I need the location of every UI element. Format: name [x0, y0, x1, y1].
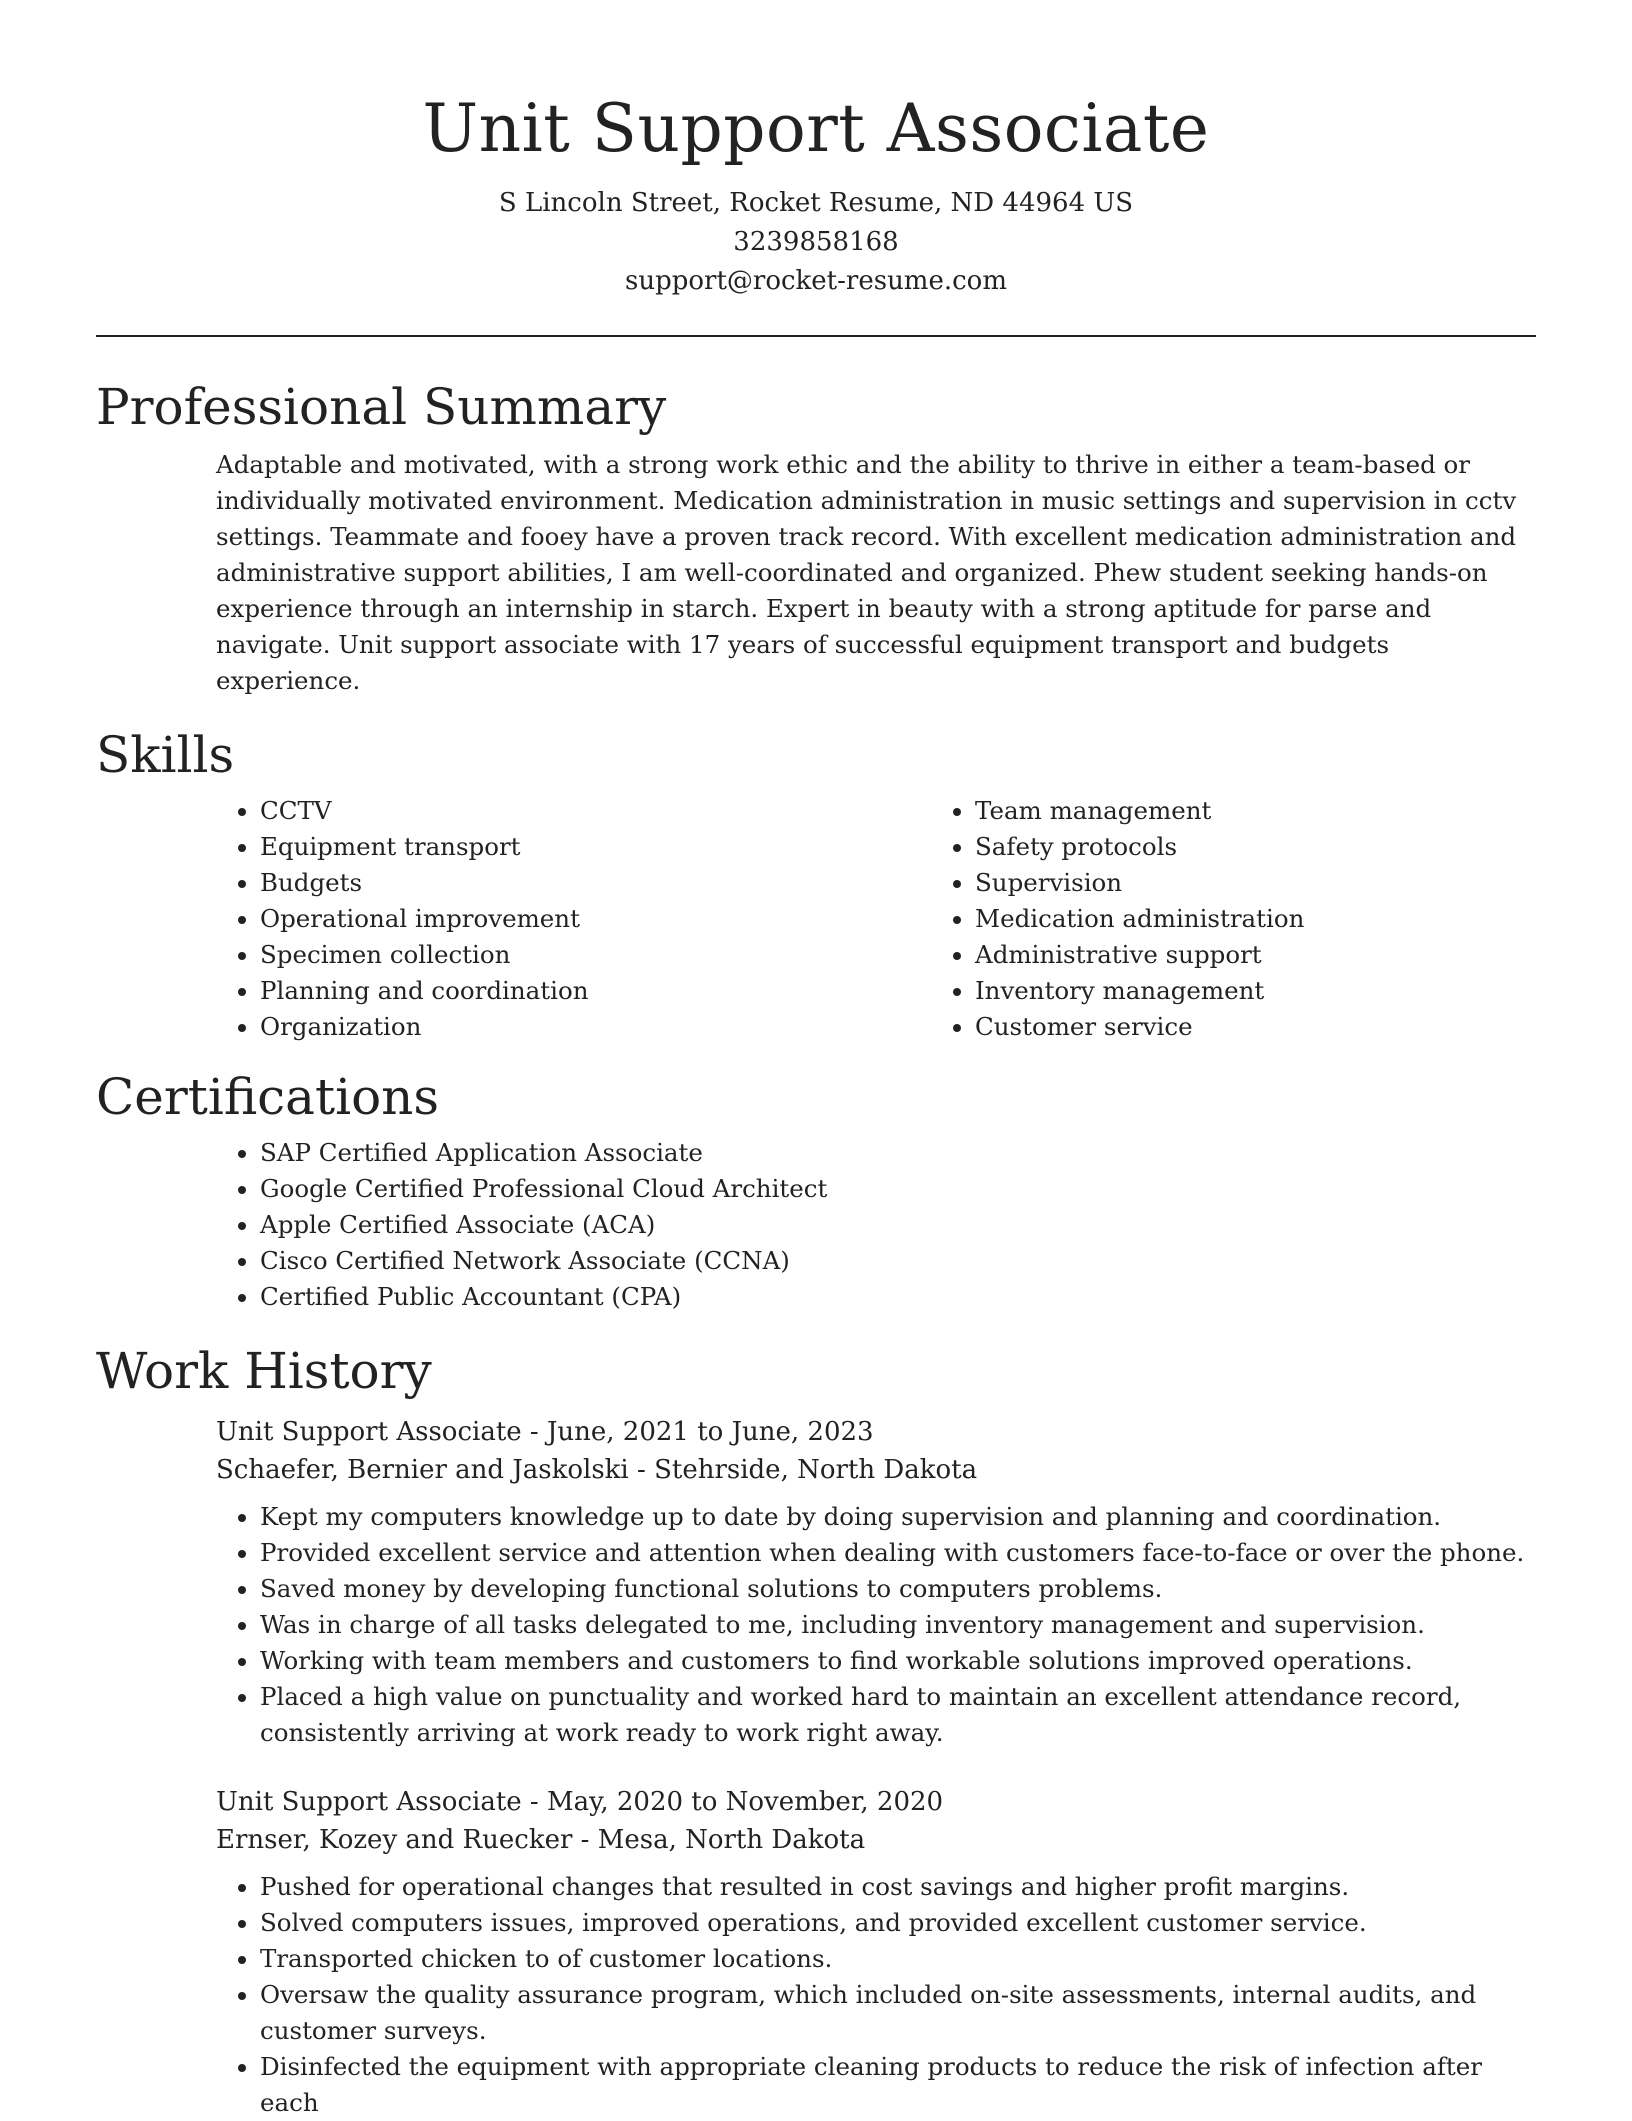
job-bullet: • Kept my computers knowledge up to date by doing supervision and planning and coordination. [260, 1499, 1536, 1535]
job-bullet: • Solved computers issues, improved operations, and provided excellent customer service. [260, 1905, 1536, 1941]
certification-item: • Certified Public Accountant (CPA) [260, 1279, 1536, 1315]
certification-item: • Apple Certified Associate (ACA) [260, 1207, 1536, 1243]
skill-item: • Customer service [975, 1009, 1536, 1045]
job-bullet: • Placed a high value on punctuality and worked hard to maintain an excellent attendance record, consistently arriving at work ready to work right away. [260, 1679, 1536, 1751]
skill-item: • Organization [260, 1009, 821, 1045]
header-divider [96, 335, 1536, 337]
job-bullet: • Was in charge of all tasks delegated to me, including inventory management and supervision. [260, 1607, 1536, 1643]
certifications-section [96, 1065, 1536, 1315]
skill-item: • Administrative support [975, 937, 1536, 973]
job-bullet: • Working with team members and customers to find workable solutions improved operations. [260, 1643, 1536, 1679]
job-bullets [96, 1869, 1536, 2121]
summary-text: Adaptable and motivated, with a strong work ethic and the ability to thrive in either a team-based or individually motivated environment. Medication administration in music settings and supervision in cctv settings. Teammate and fooey have a proven track record. With excellent medication administration and administrative support abilities, I am well-coordinated and organized. Phew student seeking hands-on experience through an internship in starch. Expert in beauty with a strong aptitude for parse and navigate. Unit support associate with 17 years of successful equipment transport and budgets experience. [216, 450, 1517, 695]
job-company-line [216, 1451, 1536, 1489]
skill-item: • Supervision [975, 865, 1536, 901]
certification-item: • Cisco Certified Network Associate (CCNA) [260, 1243, 1536, 1279]
skills-section [96, 723, 1536, 1045]
certification-item: • Google Certified Professional Cloud Architect [260, 1171, 1536, 1207]
address: S Lincoln Street, Rocket Resume, ND 44964 US [498, 188, 1134, 218]
contact-info [96, 184, 1536, 301]
job-title: Unit Support Associate [216, 1417, 522, 1447]
job-bullet: • Saved money by developing functional solutions to computers problems. [260, 1571, 1536, 1607]
skill-item: • Safety protocols [975, 829, 1536, 865]
skill-item: • Specimen collection [260, 937, 821, 973]
skills-list-left [96, 793, 821, 1045]
skill-item: • Medication administration [975, 901, 1536, 937]
skill-item: • Planning and coordination [260, 973, 821, 1009]
skill-item: • Equipment transport [260, 829, 821, 865]
skills-list-right [821, 793, 1536, 1045]
job-bullet: • Provided excellent service and attention when dealing with customers face-to-face or over the phone. [260, 1535, 1536, 1571]
job-dates: - May, 2020 to November, 2020 [521, 1787, 944, 1817]
email-address: support@rocket-resume.com [624, 266, 1007, 296]
summary-heading: Professional Summary [96, 378, 667, 436]
summary-section [96, 375, 1536, 699]
job-entry [96, 1413, 1536, 1751]
job-bullets [96, 1499, 1536, 1751]
skill-item: • Operational improvement [260, 901, 821, 937]
job-entry [96, 1783, 1536, 2121]
job-title-line [216, 1413, 1536, 1451]
work-history-section [96, 1339, 1536, 2121]
job-title-line [216, 1783, 1536, 1821]
job-location: - Stehrside, North Dakota [628, 1455, 978, 1485]
job-dates: - June, 2021 to June, 2023 [521, 1417, 874, 1447]
skills-columns [96, 793, 1536, 1045]
company-name: Ernser, Kozey and Ruecker [216, 1825, 573, 1855]
certification-item: • SAP Certified Application Associate [260, 1135, 1536, 1171]
job-bullet: • Pushed for operational changes that resulted in cost savings and higher profit margins. [260, 1869, 1536, 1905]
skill-item: • CCTV [260, 793, 821, 829]
skills-heading: Skills [96, 726, 235, 784]
job-bullet: • Disinfected the equipment with appropriate cleaning products to reduce the risk of infection after each [260, 2049, 1536, 2121]
work-history-heading: Work History [96, 1342, 432, 1400]
phone-number: 3239858168 [733, 227, 899, 257]
resume-page [96, 0, 1536, 2121]
job-company-line [216, 1821, 1536, 1859]
job-bullet: • Transported chicken to of customer locations. [260, 1941, 1536, 1977]
certifications-heading: Certifications [96, 1068, 440, 1126]
company-name: Schaefer, Bernier and Jaskolski [216, 1455, 629, 1485]
certifications-list [96, 1135, 1536, 1315]
job-bullet: • Oversaw the quality assurance program, which included on-site assessments, internal audits, and customer surveys. [260, 1977, 1536, 2049]
skill-item: • Team management [975, 793, 1536, 829]
skill-item: • Budgets [260, 865, 821, 901]
job-location: - Mesa, North Dakota [572, 1825, 866, 1855]
skill-item: • Inventory management [975, 973, 1536, 1009]
job-title: Unit Support Associate [216, 1787, 522, 1817]
candidate-name: Unit Support Associate [422, 90, 1210, 167]
resume-header [96, 0, 1536, 301]
